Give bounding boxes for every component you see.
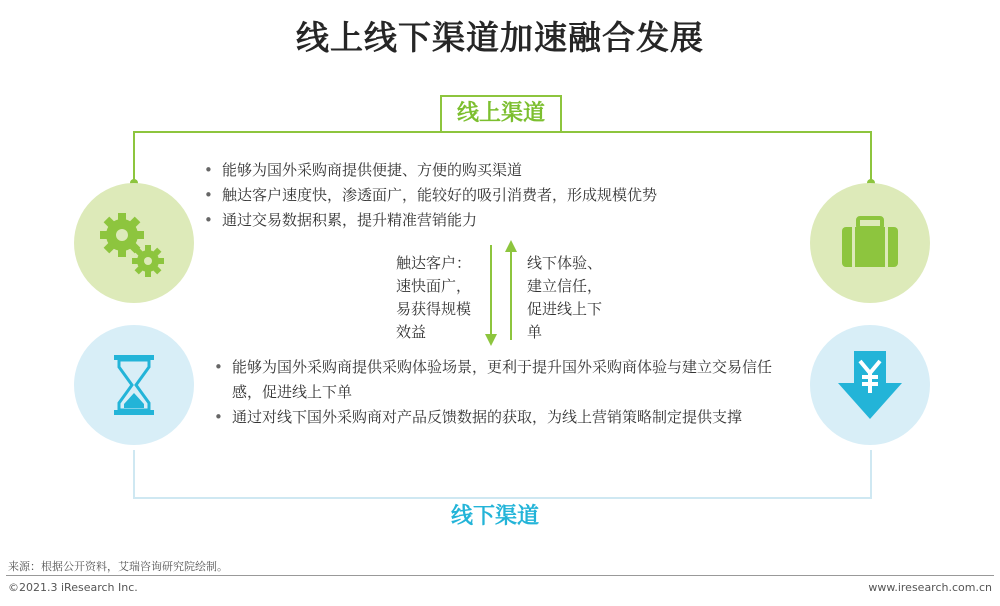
top-right-circle bbox=[810, 183, 930, 303]
top-left-circle bbox=[74, 183, 194, 303]
offline-to-online-text: 线下体验、建立信任，促进线上下单 bbox=[527, 254, 603, 341]
online-bullet-3: • 通过交易数据积累，提升精准营销能力 bbox=[200, 208, 760, 233]
offline-channel-label: 线下渠道 bbox=[436, 500, 554, 534]
copyright-text: ©2021.3 iResearch Inc. bbox=[8, 581, 138, 594]
online-bullet-1: • 能够为国外采购商提供便捷、方便的购买渠道 bbox=[200, 158, 760, 183]
bottom-left-circle bbox=[74, 325, 194, 445]
briefcase-icon bbox=[840, 215, 900, 271]
gears-icon bbox=[92, 205, 172, 285]
source-note: 来源：根据公开资料，艾瑞咨询研究院绘制。 bbox=[8, 560, 228, 573]
up-arrow bbox=[505, 240, 517, 340]
footer-divider bbox=[6, 575, 994, 576]
online-bullet-list bbox=[200, 158, 760, 233]
online-to-offline-text: 触达客户：速快面广，易获得规模效益 bbox=[396, 254, 472, 341]
offline-bullet-list bbox=[210, 355, 800, 430]
website-url: www.iresearch.com.cn bbox=[868, 581, 992, 594]
down-arrow bbox=[485, 245, 497, 346]
online-bullet-2: • 触达客户速度快，渗透面广，能较好的吸引消费者，形成规模优势 bbox=[200, 183, 760, 208]
page-title: 线上线下渠道加速融合发展 bbox=[296, 18, 704, 57]
online-channel-label: 线上渠道 bbox=[440, 95, 562, 133]
hourglass-icon bbox=[112, 353, 156, 417]
bottom-right-circle bbox=[810, 325, 930, 445]
yen-down-arrow-icon bbox=[836, 349, 904, 421]
offline-bullet-2: • 通过对线下国外采购商对产品反馈数据的获取，为线上营销策略制定提供支撑 bbox=[210, 405, 800, 430]
offline-bullet-1: • 能够为国外采购商提供采购体验场景，更利于提升国外采购商体验与建立交易信任感，促进线上下单 bbox=[210, 355, 800, 405]
